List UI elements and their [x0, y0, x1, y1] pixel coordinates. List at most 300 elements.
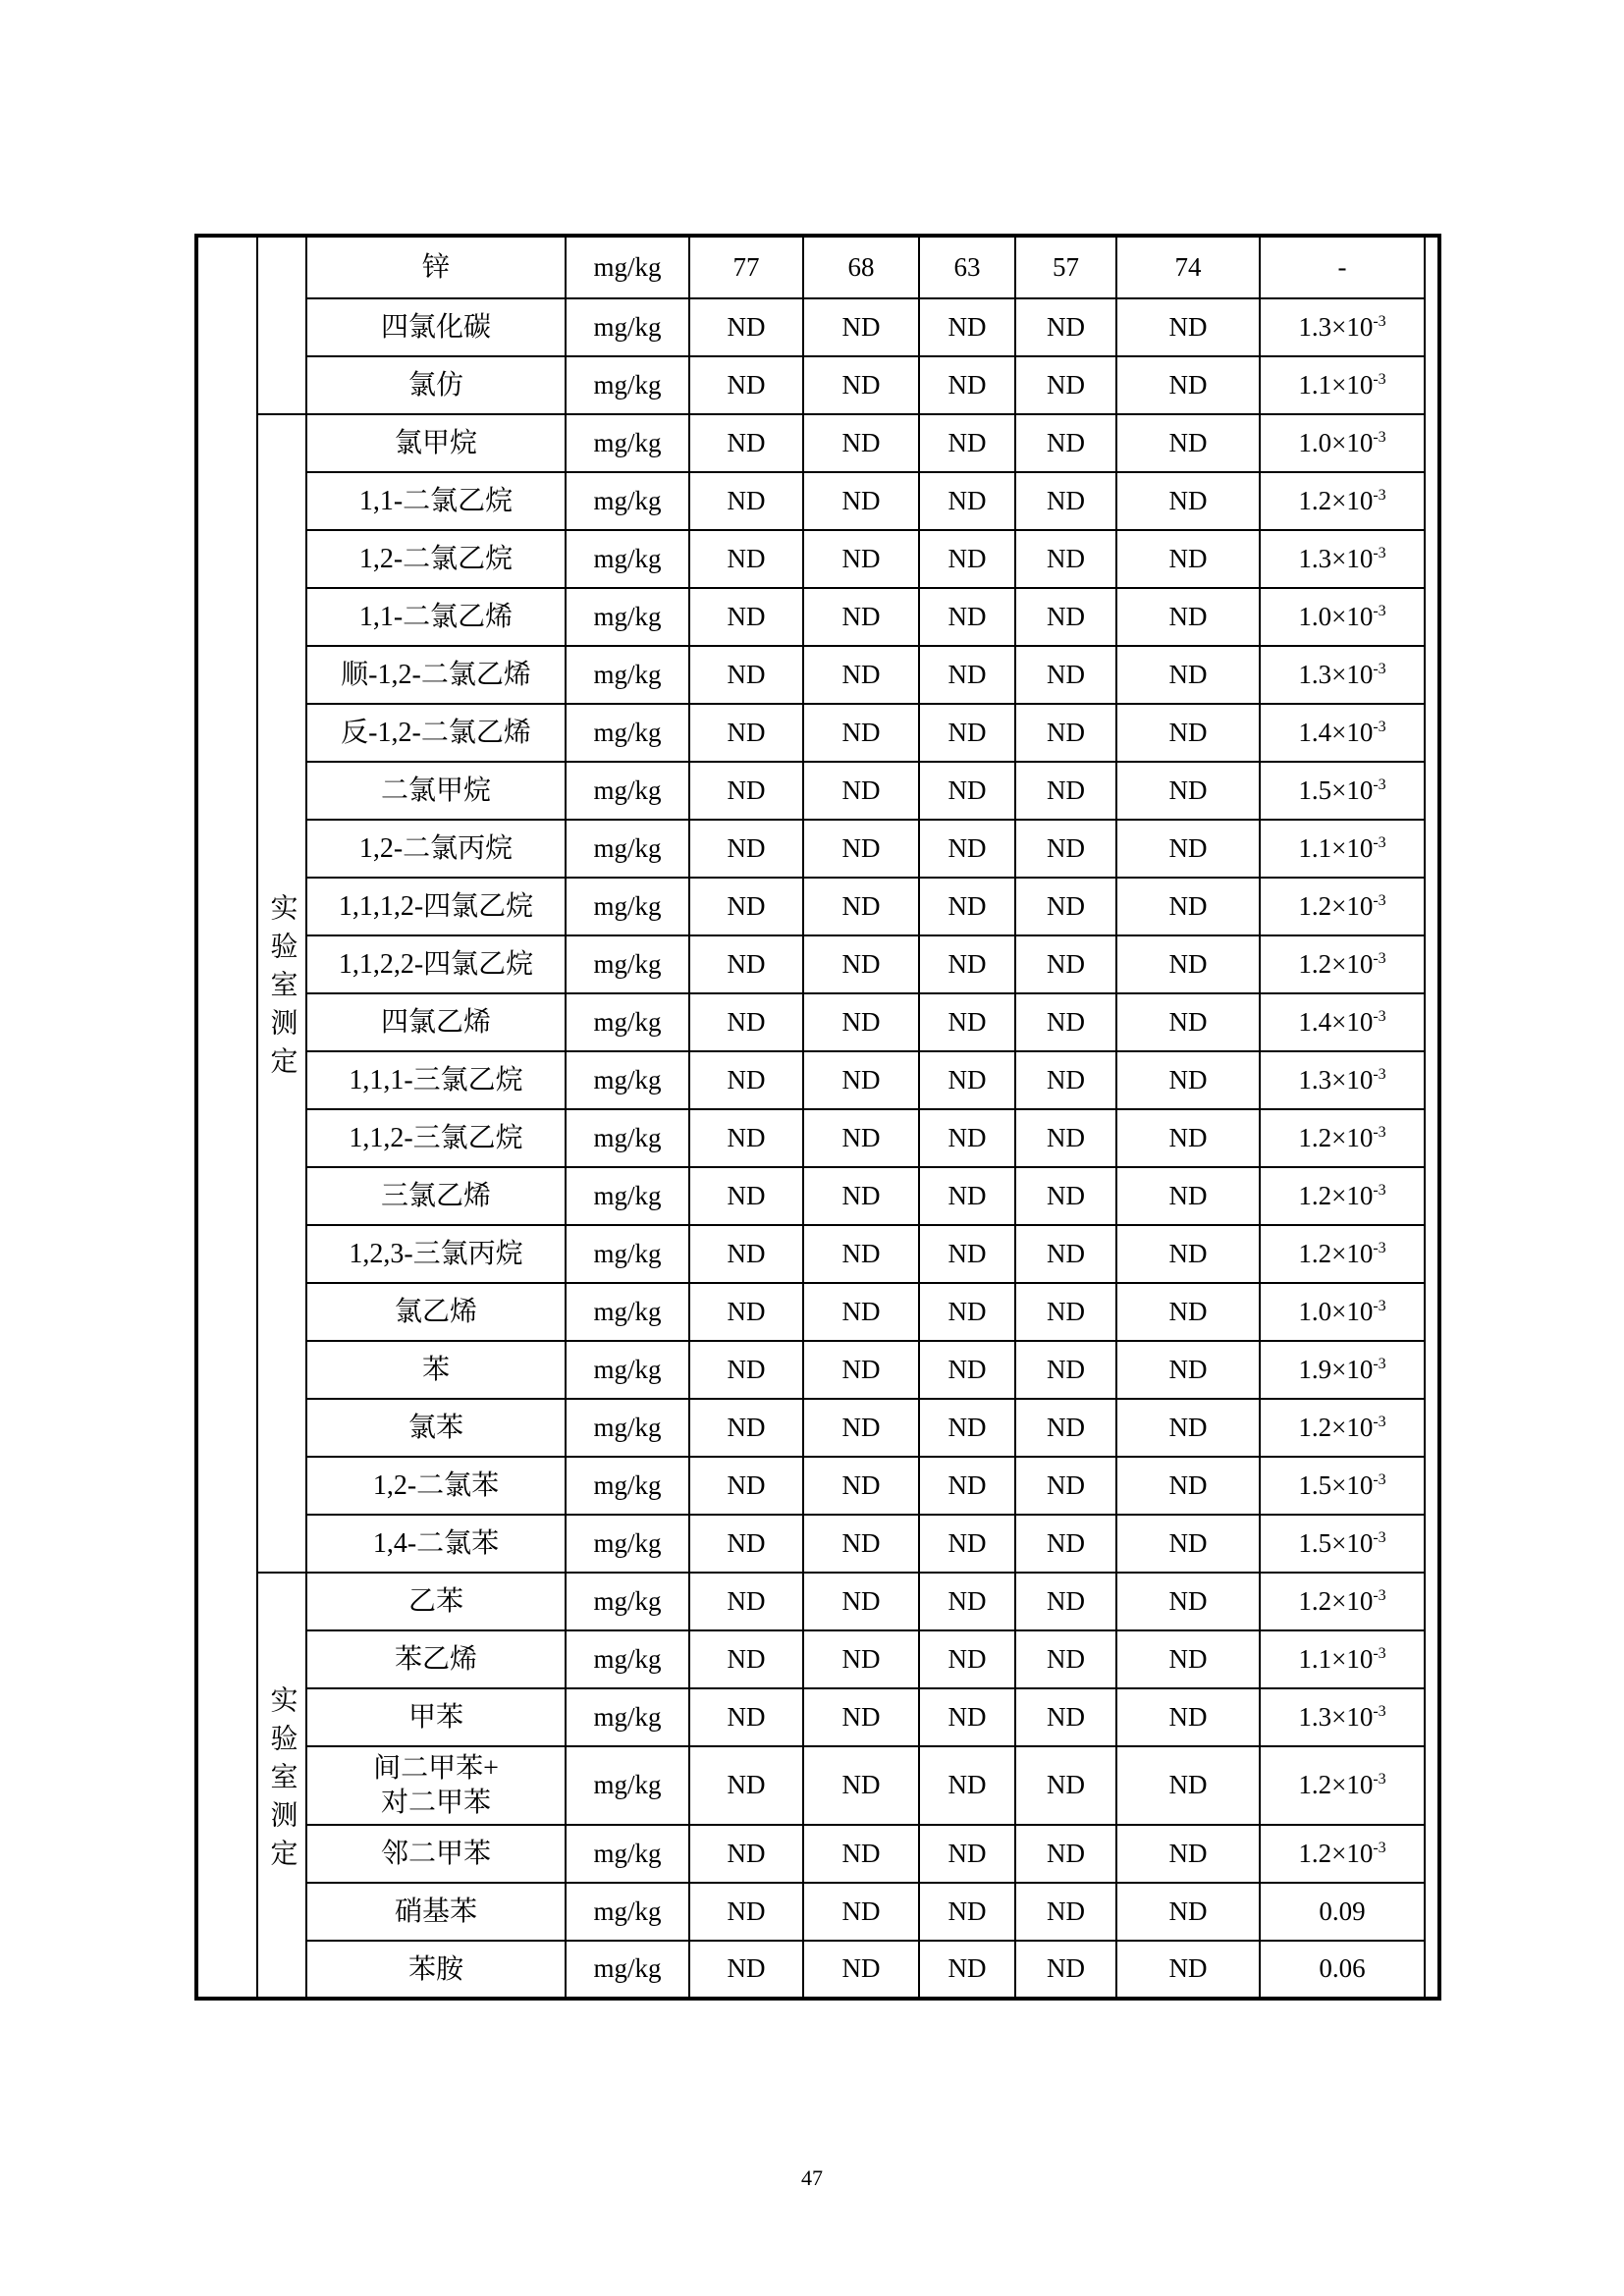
value-cell: ND — [1116, 1167, 1260, 1225]
value-cell: ND — [689, 935, 803, 993]
limit-exponent: -3 — [1373, 602, 1386, 619]
value-cell: ND — [803, 1457, 919, 1515]
analyte-name: 苯 — [306, 1341, 566, 1399]
value-cell: ND — [1015, 298, 1116, 356]
value-cell: ND — [803, 1167, 919, 1225]
value-cell: ND — [803, 1109, 919, 1167]
value-cell: ND — [919, 1457, 1015, 1515]
unit-cell: mg/kg — [566, 356, 689, 414]
table-body — [196, 236, 1439, 1999]
limit-exponent: -3 — [1373, 833, 1386, 851]
value-cell: ND — [803, 298, 919, 356]
limit-base: 1.2×10 — [1298, 1838, 1374, 1868]
value-cell: ND — [689, 820, 803, 878]
unit-cell: mg/kg — [566, 878, 689, 935]
table-row — [196, 1283, 1439, 1341]
table-row — [196, 704, 1439, 762]
unit-cell: mg/kg — [566, 472, 689, 530]
value-cell: 68 — [803, 236, 919, 298]
value-cell: ND — [803, 1341, 919, 1399]
table-row — [196, 646, 1439, 704]
limit-cell — [1260, 1051, 1425, 1109]
value-cell: ND — [919, 1051, 1015, 1109]
value-cell: ND — [689, 356, 803, 414]
analyte-name: 氯乙烯 — [306, 1283, 566, 1341]
analyte-name: 1,2-二氯苯 — [306, 1457, 566, 1515]
value-cell: ND — [919, 646, 1015, 704]
value-cell: ND — [1015, 530, 1116, 588]
value-cell: ND — [803, 1825, 919, 1883]
limit-exponent: -3 — [1373, 1065, 1386, 1083]
limit-base: 1.2×10 — [1298, 1238, 1374, 1268]
analyte-name: 1,1,2-三氯乙烷 — [306, 1109, 566, 1167]
limit-base: 1.1×10 — [1298, 1643, 1374, 1674]
value-cell: ND — [1116, 1515, 1260, 1573]
limit-cell — [1260, 1883, 1425, 1941]
table-row — [196, 1051, 1439, 1109]
analyte-name: 三氯乙烯 — [306, 1167, 566, 1225]
analyte-name: 氯甲烷 — [306, 414, 566, 472]
limit-base: 1.3×10 — [1298, 659, 1374, 689]
table-row — [196, 356, 1439, 414]
limit-base: 1.2×10 — [1298, 1412, 1374, 1442]
value-cell: ND — [803, 356, 919, 414]
group-label: 实验室测定 — [266, 1684, 298, 1877]
limit-cell — [1260, 1167, 1425, 1225]
value-cell: ND — [1015, 1883, 1116, 1941]
value-cell: ND — [1116, 762, 1260, 820]
unit-cell: mg/kg — [566, 1515, 689, 1573]
unit-cell: mg/kg — [566, 1746, 689, 1825]
limit-cell — [1260, 762, 1425, 820]
table-row — [196, 935, 1439, 993]
value-cell: ND — [1015, 704, 1116, 762]
unit-cell: mg/kg — [566, 530, 689, 588]
analyte-name: 1,1,2,2-四氯乙烷 — [306, 935, 566, 993]
unit-cell: mg/kg — [566, 588, 689, 646]
value-cell: ND — [1015, 1225, 1116, 1283]
limit-exponent: -3 — [1373, 544, 1386, 561]
limit-exponent: -3 — [1373, 1007, 1386, 1025]
value-cell: ND — [1015, 1051, 1116, 1109]
table-row — [196, 1941, 1439, 1999]
unit-cell: mg/kg — [566, 1399, 689, 1457]
value-cell: ND — [689, 1051, 803, 1109]
value-cell: ND — [803, 993, 919, 1051]
value-cell: ND — [1015, 993, 1116, 1051]
value-cell: ND — [919, 588, 1015, 646]
unit-cell: mg/kg — [566, 1883, 689, 1941]
value-cell: ND — [919, 1167, 1015, 1225]
analyte-name: 1,2,3-三氯丙烷 — [306, 1225, 566, 1283]
value-cell: ND — [919, 1630, 1015, 1688]
limit-cell — [1260, 1515, 1425, 1573]
value-cell: ND — [919, 1825, 1015, 1883]
table-row — [196, 236, 1439, 298]
value-cell: ND — [919, 414, 1015, 472]
table-row — [196, 1167, 1439, 1225]
value-cell: ND — [803, 530, 919, 588]
unit-cell: mg/kg — [566, 1283, 689, 1341]
value-cell: ND — [1116, 1457, 1260, 1515]
table-row — [196, 993, 1439, 1051]
value-cell: ND — [919, 1515, 1015, 1573]
limit-base: 1.3×10 — [1298, 543, 1374, 573]
value-cell: ND — [689, 1630, 803, 1688]
analyte-name: 顺-1,2-二氯乙烯 — [306, 646, 566, 704]
value-cell: ND — [1116, 820, 1260, 878]
value-cell: ND — [689, 704, 803, 762]
value-cell: ND — [689, 298, 803, 356]
value-cell: ND — [1015, 1825, 1116, 1883]
table-row — [196, 414, 1439, 472]
analyte-name: 间二甲苯+ 对二甲苯 — [306, 1746, 566, 1825]
table-row — [196, 1109, 1439, 1167]
table-row — [196, 1746, 1439, 1825]
unit-cell: mg/kg — [566, 935, 689, 993]
limit-exponent: -3 — [1373, 1181, 1386, 1199]
analyte-name: 邻二甲苯 — [306, 1825, 566, 1883]
table-row — [196, 1825, 1439, 1883]
limit-base: 1.3×10 — [1298, 311, 1374, 342]
limit-exponent: -3 — [1373, 718, 1386, 735]
value-cell: ND — [1116, 414, 1260, 472]
value-cell: ND — [1015, 1167, 1116, 1225]
analyte-name: 1,1,1-三氯乙烷 — [306, 1051, 566, 1109]
limit-base: 1.1×10 — [1298, 369, 1374, 400]
value-cell: ND — [689, 1109, 803, 1167]
analyte-name: 甲苯 — [306, 1688, 566, 1746]
limit-cell — [1260, 1941, 1425, 1999]
value-cell: ND — [1015, 1573, 1116, 1630]
limit-exponent: -3 — [1373, 660, 1386, 677]
value-cell: ND — [1116, 1825, 1260, 1883]
table-row — [196, 1573, 1439, 1630]
value-cell: ND — [689, 472, 803, 530]
limit-cell — [1260, 236, 1425, 298]
value-cell: ND — [689, 646, 803, 704]
limit-base: 1.2×10 — [1298, 1585, 1374, 1616]
value-cell: ND — [1015, 1457, 1116, 1515]
table-row — [196, 878, 1439, 935]
analyte-name: 1,1,1,2-四氯乙烷 — [306, 878, 566, 935]
value-cell: ND — [1015, 762, 1116, 820]
unit-cell: mg/kg — [566, 993, 689, 1051]
unit-cell: mg/kg — [566, 1825, 689, 1883]
value-cell: ND — [919, 356, 1015, 414]
limit-base: 1.5×10 — [1298, 1469, 1374, 1500]
limit-cell — [1260, 1688, 1425, 1746]
analyte-name: 苯乙烯 — [306, 1630, 566, 1688]
value-cell: ND — [803, 820, 919, 878]
value-cell: ND — [919, 820, 1015, 878]
value-cell: ND — [1015, 1341, 1116, 1399]
limit-cell — [1260, 1457, 1425, 1515]
value-cell: ND — [919, 1399, 1015, 1457]
value-cell: ND — [689, 1225, 803, 1283]
limit-exponent: -3 — [1373, 775, 1386, 793]
analyte-name: 1,1-二氯乙烷 — [306, 472, 566, 530]
limit-exponent: -3 — [1373, 1355, 1386, 1372]
analyte-name: 四氯乙烯 — [306, 993, 566, 1051]
unit-cell: mg/kg — [566, 1688, 689, 1746]
value-cell: ND — [1116, 878, 1260, 935]
value-cell: ND — [803, 1051, 919, 1109]
limit-exponent: -3 — [1373, 428, 1386, 446]
value-cell: ND — [803, 1746, 919, 1825]
value-cell: ND — [919, 1688, 1015, 1746]
value-cell: ND — [803, 1283, 919, 1341]
analyte-name: 1,2-二氯丙烷 — [306, 820, 566, 878]
limit-cell — [1260, 1109, 1425, 1167]
table-row — [196, 1515, 1439, 1573]
analyte-name: 1,4-二氯苯 — [306, 1515, 566, 1573]
value-cell: ND — [803, 646, 919, 704]
limit-exponent: -3 — [1373, 1771, 1386, 1789]
value-cell: ND — [1015, 472, 1116, 530]
limit-cell — [1260, 356, 1425, 414]
table-row — [196, 1883, 1439, 1941]
table-row — [196, 472, 1439, 530]
value-cell: ND — [689, 1688, 803, 1746]
value-cell: ND — [1015, 1630, 1116, 1688]
table-row — [196, 1688, 1439, 1746]
limit-base: 1.0×10 — [1298, 427, 1374, 457]
value-cell: ND — [803, 1883, 919, 1941]
value-cell: ND — [689, 1883, 803, 1941]
limit-base: 1.4×10 — [1298, 1006, 1374, 1037]
limit-base: 1.2×10 — [1298, 485, 1374, 515]
value-cell: ND — [803, 704, 919, 762]
limit-exponent: -3 — [1373, 1470, 1386, 1488]
value-cell: ND — [803, 1515, 919, 1573]
unit-cell: mg/kg — [566, 298, 689, 356]
value-cell: ND — [1116, 646, 1260, 704]
limit-cell — [1260, 530, 1425, 588]
value-cell: ND — [919, 704, 1015, 762]
limit-base: 1.5×10 — [1298, 1527, 1374, 1558]
value-cell: ND — [1116, 1225, 1260, 1283]
value-cell: 63 — [919, 236, 1015, 298]
value-cell: ND — [919, 298, 1015, 356]
value-cell: ND — [689, 588, 803, 646]
value-cell: ND — [919, 1746, 1015, 1825]
group-label-cell — [257, 1573, 306, 1999]
limit-cell — [1260, 472, 1425, 530]
value-cell: 74 — [1116, 236, 1260, 298]
limit-cell — [1260, 1573, 1425, 1630]
group-label-cell — [257, 414, 306, 1573]
value-cell: ND — [689, 1825, 803, 1883]
value-cell: ND — [1116, 356, 1260, 414]
value-cell: ND — [1116, 1746, 1260, 1825]
value-cell: ND — [1015, 1688, 1116, 1746]
blank-right-column — [1425, 236, 1439, 1999]
value-cell: ND — [689, 1399, 803, 1457]
unit-cell: mg/kg — [566, 236, 689, 298]
limit-base: 1.4×10 — [1298, 717, 1374, 747]
limit-cell — [1260, 646, 1425, 704]
limit-base: 1.2×10 — [1298, 1180, 1374, 1210]
page-number: 47 — [801, 2165, 823, 2190]
value-cell: ND — [1116, 1573, 1260, 1630]
value-cell: ND — [1015, 820, 1116, 878]
value-cell: ND — [803, 588, 919, 646]
unit-cell: mg/kg — [566, 414, 689, 472]
limit-base: 1.3×10 — [1298, 1701, 1374, 1732]
value-cell: 77 — [689, 236, 803, 298]
analyte-name: 乙苯 — [306, 1573, 566, 1630]
value-cell: ND — [803, 762, 919, 820]
limit-cell — [1260, 935, 1425, 993]
unit-cell: mg/kg — [566, 1225, 689, 1283]
limit-base: 1.0×10 — [1298, 601, 1374, 631]
limit-exponent: -3 — [1373, 1239, 1386, 1256]
value-cell: ND — [803, 1688, 919, 1746]
table-row — [196, 1225, 1439, 1283]
value-cell: 57 — [1015, 236, 1116, 298]
limit-cell — [1260, 1399, 1425, 1457]
table-row — [196, 1341, 1439, 1399]
value-cell: ND — [1116, 298, 1260, 356]
limit-base: 1.5×10 — [1298, 774, 1374, 805]
value-cell: ND — [1116, 993, 1260, 1051]
unit-cell: mg/kg — [566, 1630, 689, 1688]
value-cell: ND — [1015, 1109, 1116, 1167]
limit-cell — [1260, 588, 1425, 646]
value-cell: ND — [689, 1746, 803, 1825]
value-cell: ND — [1116, 1883, 1260, 1941]
value-cell: ND — [1116, 530, 1260, 588]
limit-exponent: -3 — [1373, 370, 1386, 388]
value-cell: ND — [1116, 1051, 1260, 1109]
value-cell: ND — [803, 1941, 919, 1999]
limit-cell — [1260, 414, 1425, 472]
value-cell: ND — [1015, 414, 1116, 472]
limit-base: 1.9×10 — [1298, 1354, 1374, 1384]
analyte-name: 苯胺 — [306, 1941, 566, 1999]
limit-exponent: -3 — [1373, 1413, 1386, 1430]
value-cell: ND — [1116, 472, 1260, 530]
analyte-name: 氯苯 — [306, 1399, 566, 1457]
table-row — [196, 1399, 1439, 1457]
value-cell: ND — [1116, 935, 1260, 993]
table-row — [196, 820, 1439, 878]
unit-cell: mg/kg — [566, 1573, 689, 1630]
value-cell: ND — [1116, 704, 1260, 762]
unit-cell: mg/kg — [566, 1941, 689, 1999]
value-cell: ND — [689, 1341, 803, 1399]
limit-cell — [1260, 1341, 1425, 1399]
value-cell: ND — [919, 1109, 1015, 1167]
value-cell: ND — [689, 1515, 803, 1573]
analyte-name: 氯仿 — [306, 356, 566, 414]
value-cell: ND — [1015, 1399, 1116, 1457]
value-cell: ND — [919, 993, 1015, 1051]
unit-cell: mg/kg — [566, 646, 689, 704]
group-label-cell — [257, 236, 306, 414]
limit-exponent: -3 — [1373, 1702, 1386, 1720]
value-cell: ND — [919, 935, 1015, 993]
value-cell: ND — [689, 1573, 803, 1630]
value-cell: ND — [689, 530, 803, 588]
limit-cell — [1260, 820, 1425, 878]
value-cell: ND — [919, 1941, 1015, 1999]
value-cell: ND — [919, 1283, 1015, 1341]
analyte-name: 反-1,2-二氯乙烯 — [306, 704, 566, 762]
limit-exponent: -3 — [1373, 312, 1386, 330]
value-cell: ND — [919, 878, 1015, 935]
value-cell: ND — [919, 530, 1015, 588]
limit-exponent: -3 — [1373, 1839, 1386, 1856]
table-row — [196, 762, 1439, 820]
data-table — [194, 234, 1441, 2001]
limit-base: 1.2×10 — [1298, 1122, 1374, 1152]
limit-cell — [1260, 878, 1425, 935]
value-cell: ND — [689, 414, 803, 472]
limit-base: 1.2×10 — [1298, 890, 1374, 921]
value-cell: ND — [1015, 1283, 1116, 1341]
value-cell: ND — [1015, 588, 1116, 646]
table-row — [196, 588, 1439, 646]
value-cell: ND — [803, 1399, 919, 1457]
analyte-name: 四氯化碳 — [306, 298, 566, 356]
limit-exponent: -3 — [1373, 1644, 1386, 1662]
group-label: 实验室测定 — [266, 893, 298, 1086]
limit-exponent: -3 — [1373, 949, 1386, 967]
limit-cell — [1260, 1746, 1425, 1825]
value-cell: ND — [803, 935, 919, 993]
value-cell: ND — [803, 472, 919, 530]
value-cell: ND — [1015, 1941, 1116, 1999]
unit-cell: mg/kg — [566, 1341, 689, 1399]
value-cell: ND — [1116, 1109, 1260, 1167]
value-cell: ND — [689, 993, 803, 1051]
limit-exponent: -3 — [1373, 891, 1386, 909]
value-cell: ND — [1015, 935, 1116, 993]
value-cell: ND — [919, 1883, 1015, 1941]
analyte-name: 锌 — [306, 236, 566, 298]
table-row — [196, 1457, 1439, 1515]
value-cell: ND — [803, 1630, 919, 1688]
unit-cell: mg/kg — [566, 704, 689, 762]
value-cell: ND — [1015, 646, 1116, 704]
unit-cell: mg/kg — [566, 820, 689, 878]
value-cell: ND — [803, 1573, 919, 1630]
value-cell: ND — [1116, 1399, 1260, 1457]
value-cell: ND — [689, 878, 803, 935]
limit-exponent: -3 — [1373, 486, 1386, 504]
limit-base: 1.1×10 — [1298, 832, 1374, 863]
analyte-name: 1,2-二氯乙烷 — [306, 530, 566, 588]
limit-base: 1.3×10 — [1298, 1064, 1374, 1095]
limit-base: 1.0×10 — [1298, 1296, 1374, 1326]
value-cell: ND — [803, 414, 919, 472]
value-cell: ND — [803, 878, 919, 935]
limit-cell — [1260, 1225, 1425, 1283]
limit-cell — [1260, 298, 1425, 356]
value-cell: ND — [1116, 1941, 1260, 1999]
value-cell: ND — [1015, 878, 1116, 935]
value-cell: ND — [919, 1225, 1015, 1283]
value-cell: ND — [689, 1941, 803, 1999]
value-cell: ND — [1015, 1746, 1116, 1825]
value-cell: ND — [1015, 356, 1116, 414]
value-cell: ND — [919, 1341, 1015, 1399]
limit-cell — [1260, 993, 1425, 1051]
value-cell: ND — [1116, 1341, 1260, 1399]
value-cell: ND — [803, 1225, 919, 1283]
